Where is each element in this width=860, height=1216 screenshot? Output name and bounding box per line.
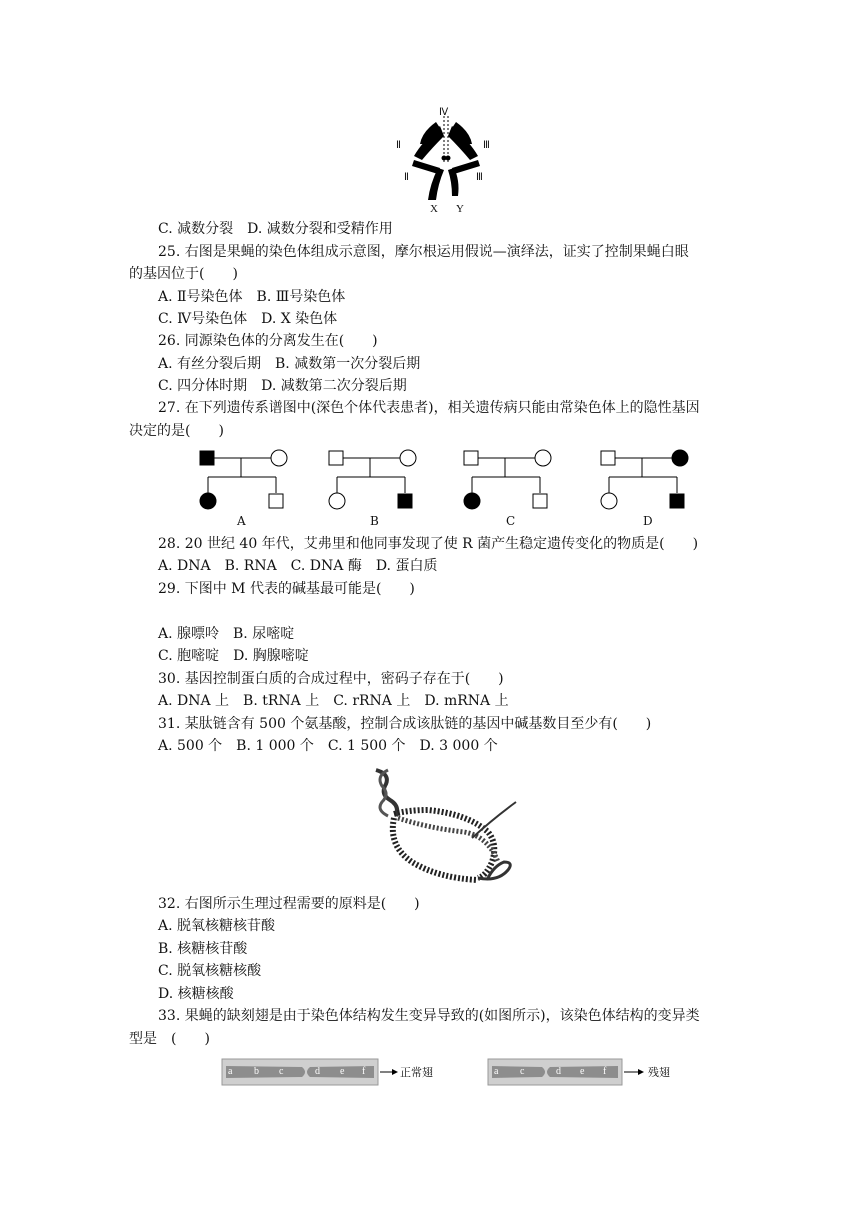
q27-stem-2: 决定的是( ) [129,423,224,439]
dna-replication-figure [368,766,524,888]
q31-stem: 31. 某肽链含有 500 个氨基酸，控制合成该肽链的基因中碱基数目至少有( ) [158,716,652,732]
chromosome-figure [392,104,502,216]
normal-band-d: d [315,1066,320,1077]
q25-stem-1: 25. 右图是果蝇的染色体组成示意图，摩尔根运用假说—演绎法，证实了控制果蝇白眼 [158,244,689,260]
pedigree-label-d: D [643,514,653,528]
q32-option-c: C. 脱氧核糖核酸 [158,963,262,979]
label-IV: Ⅳ [439,107,449,118]
pedigree-label-b: B [370,514,379,528]
q26-option-1: A. 有丝分裂后期 B. 减数第一次分裂后期 [158,356,421,372]
q28-stem: 28. 20 世纪 40 年代，艾弗里和他同事发现了使 R 菌产生稳定遗传变化的物质是( ) [158,536,699,552]
q29-option-2: C. 胞嘧啶 D. 胸腺嘧啶 [158,648,309,664]
q25-option-2: C. Ⅳ号染色体 D. X 染色体 [158,311,338,327]
q29-option-1: A. 腺嘌呤 B. 尿嘧啶 [158,626,295,642]
q25-option-1: A. Ⅱ号染色体 B. Ⅲ号染色体 [158,289,346,305]
mutant-wing-label: 残翅 [648,1066,670,1079]
q30-stem: 30. 基因控制蛋白质的合成过程中，密码子存在于( ) [158,671,504,687]
pedigree-label-a: A [237,514,246,528]
label-II-bottom: Ⅱ [404,172,409,183]
label-Y: Y [456,203,464,215]
q32-option-b: B. 核糖核苷酸 [158,941,248,957]
pedigree-c [463,449,555,515]
q32-stem: 32. 右图所示生理过程需要的原料是( ) [158,896,420,912]
q26-stem: 26. 同源染色体的分离发生在( ) [158,333,378,349]
q31-options: A. 500 个 B. 1 000 个 C. 1 500 个 D. 3 000 个 [158,738,498,754]
normal-band-e: e [340,1066,345,1077]
q33-stem-1: 33. 果蝇的缺刻翅是由于染色体结构发生变异导致的(如图所示)，该染色体结构的变异类 [158,1008,700,1024]
q32-option-a: A. 脱氧核糖核苷酸 [158,918,276,934]
normal-wing-label: 正常翅 [400,1066,433,1079]
q25-stem-2: 的基因位于( ) [129,266,238,282]
normal-band-f: f [362,1066,366,1077]
mutant-band-f: f [603,1066,607,1077]
q28-options: A. DNA B. RNA C. DNA 酶 D. 蛋白质 [158,558,438,574]
pedigree-a [199,449,291,515]
q26-option-2: C. 四分体时期 D. 减数第二次分裂后期 [158,378,407,394]
normal-band-a: a [228,1066,233,1077]
label-X: X [430,203,438,215]
mutant-band-c: c [520,1066,525,1077]
pedigree-label-c: C [506,514,516,528]
label-III-bottom: Ⅲ [476,172,483,183]
q33-stem-2: 型是 ( ) [129,1031,210,1047]
pedigree-d [600,449,692,515]
q27-stem-1: 27. 在下列遗传系谱图中(深色个体代表患者)，相关遗传病只能由常染色体上的隐性基因 [158,400,700,416]
q32-option-d: D. 核糖核酸 [158,986,234,1002]
mutant-band-d: d [556,1066,561,1077]
normal-band-c: c [279,1066,284,1077]
pedigree-b [328,449,420,515]
q24-options: C. 减数分裂 D. 减数分裂和受精作用 [158,221,393,237]
q29-stem: 29. 下图中 M 代表的碱基最可能是( ) [158,581,415,597]
normal-band-b: b [254,1066,259,1077]
mutant-band-a: a [494,1066,499,1077]
label-II-top: Ⅱ [396,140,401,151]
mutant-band-e: e [580,1066,585,1077]
q30-options: A. DNA 上 B. tRNA 上 C. rRNA 上 D. mRNA 上 [158,693,509,709]
label-III-top: Ⅲ [483,140,490,151]
